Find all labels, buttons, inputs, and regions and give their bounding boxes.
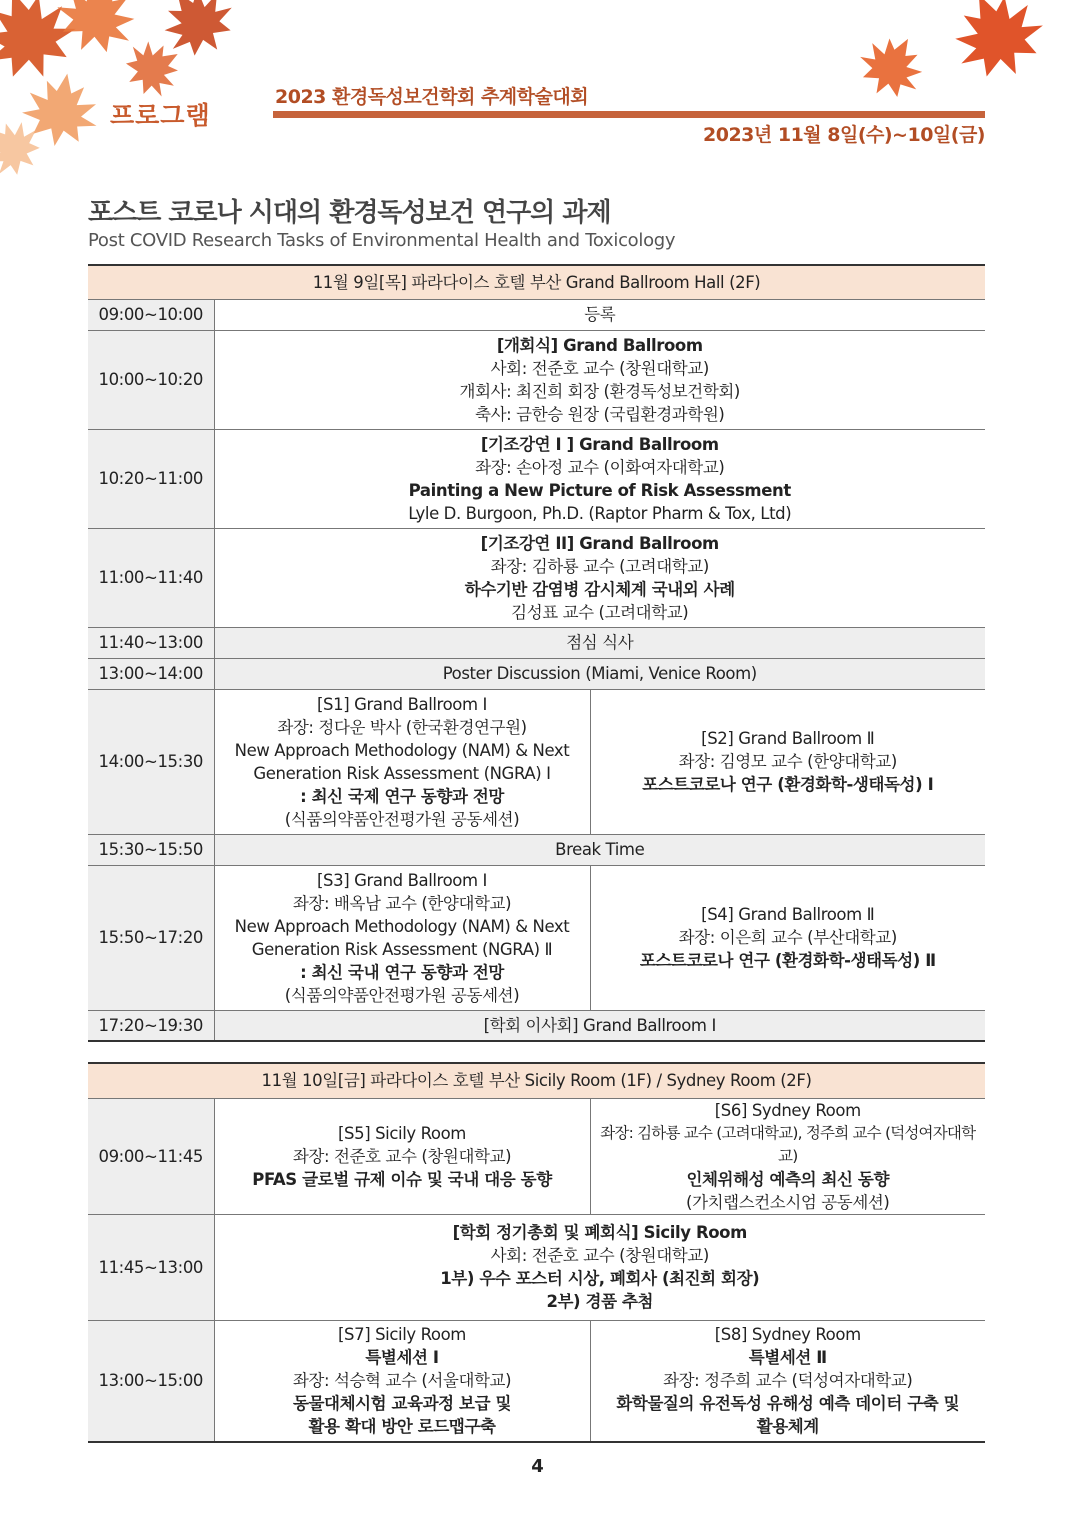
session-topic: : 최신 국제 연구 동향과 전망 <box>300 786 504 806</box>
session-title: [기조강연 II] Grand Ballroom <box>480 533 719 553</box>
session-cell-right <box>590 865 985 1010</box>
session-subtitle: 특별세션 Ⅱ <box>748 1348 827 1368</box>
session-cell <box>214 658 985 689</box>
table-row <box>88 1320 985 1442</box>
day1-schedule-table <box>88 264 985 1042</box>
session-topic: PFAS 글로벌 규제 이슈 및 국내 대응 동향 <box>252 1169 552 1189</box>
session-topic: 화학물질의 유전독성 유해성 예측 데이터 구축 및 <box>616 1394 960 1414</box>
session-cell <box>214 1010 985 1041</box>
session-subtitle: 특별세션 Ⅰ <box>365 1348 439 1368</box>
session-line: 좌장: 석승혁 교수 (서울대학교) <box>292 1371 512 1391</box>
session-cell <box>214 429 985 528</box>
speaker: Lyle D. Burgoon, Ph.D. (Raptor Pharm & Tox, Ltd) <box>408 503 792 523</box>
table-row <box>88 1010 985 1041</box>
session-line: Break Time <box>555 840 645 859</box>
session-line: New Approach Methodology (NAM) & Next <box>234 916 570 936</box>
talk-title: 하수기반 감염병 감시체계 국내외 사례 <box>464 579 735 599</box>
session-cell-left <box>214 1320 590 1442</box>
session-line: 점심 식사 <box>566 633 634 652</box>
session-line: Generation Risk Assessment (NGRA) Ⅰ <box>253 763 551 783</box>
session-topic: 동물대체시험 교육과정 보급 및 <box>292 1394 512 1414</box>
time-slot: 11:40~13:00 <box>88 627 214 658</box>
session-line: 좌장: 김하룡 교수 (고려대학교), 정주희 교수 (덕성여자대학교) <box>600 1123 976 1165</box>
session-title: [학회 정기총회 및 폐회식] Sicily Room <box>452 1223 747 1242</box>
session-cell <box>214 299 985 330</box>
session-line: 좌장: 전준호 교수 (창원대학교) <box>292 1146 512 1166</box>
session-line: Poster Discussion (Miami, Venice Room) <box>442 664 757 683</box>
time-slot: 09:00~11:45 <box>88 1098 214 1214</box>
session-title: [S2] Grand Ballroom Ⅱ <box>701 729 875 748</box>
session-line: (가치랩스컨소시엄 공동세션) <box>686 1192 890 1212</box>
session-cell <box>214 834 985 865</box>
time-slot: 09:00~10:00 <box>88 299 214 330</box>
table-row <box>88 528 985 627</box>
session-line: 개회사: 최진희 회장 (환경독성보건학회) <box>459 381 740 401</box>
time-slot: 15:30~15:50 <box>88 834 214 865</box>
time-slot: 13:00~15:00 <box>88 1320 214 1442</box>
session-line: 1부) 우수 포스터 시상, 폐회사 (최진희 회장) <box>440 1269 760 1288</box>
table-row <box>88 330 985 429</box>
session-cell-left <box>214 865 590 1010</box>
session-line: 좌장: 손아정 교수 (이화여자대학교) <box>475 457 725 477</box>
table-row <box>88 299 985 330</box>
session-cell-right <box>590 689 985 834</box>
table-row <box>88 627 985 658</box>
time-slot: 13:00~14:00 <box>88 658 214 689</box>
session-cell-right <box>590 1320 985 1442</box>
session-line: 2부) 경품 추첨 <box>546 1292 654 1311</box>
session-line: 좌장: 정다운 박사 (한국환경연구원) <box>277 717 527 737</box>
table-row <box>88 429 985 528</box>
day2-header: 11월 10일[금] 파라다이스 호텔 부산 Sicily Room (1F) / Sydney Room (2F) <box>88 1063 985 1098</box>
session-line: (식품의약품안전평가원 공동세션) <box>284 809 520 829</box>
session-topic: 활용 확대 방안 로드맵구축 <box>308 1417 496 1437</box>
day2-schedule-table <box>88 1062 985 1443</box>
session-topic: : 최신 국내 연구 동향과 전망 <box>300 962 504 982</box>
session-cell-right <box>590 1098 985 1214</box>
talk-title: Painting a New Picture of Risk Assessment <box>408 480 791 500</box>
session-cell <box>214 627 985 658</box>
session-topic: 활용체계 <box>756 1417 819 1437</box>
table-row <box>88 1098 985 1214</box>
session-line: Generation Risk Assessment (NGRA) Ⅱ <box>251 939 553 959</box>
conference-dates: 2023년 11월 8일(수)~10일(금) <box>703 124 985 146</box>
theme-title-english: Post COVID Research Tasks of Environmental Health and Toxicology <box>88 230 676 251</box>
session-line: 좌장: 배옥남 교수 (한양대학교) <box>292 893 512 913</box>
session-line: 축사: 금한승 원장 (국립환경과학원) <box>475 404 725 424</box>
session-topic: 포스트코로나 연구 (환경화학-생태독성) Ⅰ <box>642 775 934 794</box>
table-row <box>88 865 985 1010</box>
time-slot: 14:00~15:30 <box>88 689 214 834</box>
time-slot: 10:20~11:00 <box>88 429 214 528</box>
section-label: 프로그램 <box>110 101 211 130</box>
time-slot: 15:50~17:20 <box>88 865 214 1010</box>
session-title: [S6] Sydney Room <box>714 1100 861 1120</box>
session-title: [S7] Sicily Room <box>338 1325 466 1345</box>
speaker: 김성표 교수 (고려대학교) <box>511 602 689 622</box>
session-title: [기조강연 I ] Grand Ballroom <box>480 434 719 454</box>
session-title: [S8] Sydney Room <box>714 1325 861 1345</box>
session-cell <box>214 528 985 627</box>
session-line: (식품의약품안전평가원 공동세션) <box>284 985 520 1005</box>
session-line: [학회 이사회] Grand Ballroom Ⅰ <box>483 1015 716 1035</box>
session-topic: 인체위해성 예측의 최신 동향 <box>686 1169 889 1189</box>
session-cell-left <box>214 1098 590 1214</box>
table-row <box>88 834 985 865</box>
session-topic: 포스트코로나 연구 (환경화학-생태독성) Ⅱ <box>639 951 936 970</box>
session-cell <box>214 1214 985 1320</box>
session-cell <box>214 330 985 429</box>
session-line: 좌장: 정주희 교수 (덕성여자대학교) <box>663 1371 913 1391</box>
table-row <box>88 689 985 834</box>
session-line: 사회: 전준호 교수 (창원대학교) <box>490 1246 709 1265</box>
session-line: 좌장: 김하룡 교수 (고려대학교) <box>490 556 709 576</box>
time-slot: 11:00~11:40 <box>88 528 214 627</box>
time-slot: 11:45~13:00 <box>88 1214 214 1320</box>
table-header-row <box>88 265 985 299</box>
session-title: [S4] Grand Ballroom Ⅱ <box>701 905 875 924</box>
table-row <box>88 658 985 689</box>
maple-leaves-decoration-right <box>840 0 1075 120</box>
time-slot: 17:20~19:30 <box>88 1010 214 1041</box>
session-title: [S5] Sicily Room <box>338 1123 466 1143</box>
table-row <box>88 1214 985 1320</box>
conference-title: 2023 환경독성보건학회 추계학술대회 <box>275 86 589 108</box>
session-line: 등록 <box>584 305 616 324</box>
theme-title-korean: 포스트 코로나 시대의 환경독성보건 연구의 과제 <box>88 198 611 228</box>
session-line: New Approach Methodology (NAM) & Next <box>234 740 570 760</box>
session-title: [S3] Grand Ballroom Ⅰ <box>317 870 487 890</box>
session-cell-left <box>214 689 590 834</box>
session-line: 좌장: 김영모 교수 (한양대학교) <box>678 752 897 771</box>
session-line: 사회: 전준호 교수 (창원대학교) <box>490 358 709 378</box>
session-title: [개회식] Grand Ballroom <box>496 335 703 355</box>
session-line: 좌장: 이은희 교수 (부산대학교) <box>678 928 897 947</box>
title-rule <box>273 111 985 118</box>
table-header-row <box>88 1063 985 1098</box>
session-title: [S1] Grand Ballroom Ⅰ <box>317 694 487 714</box>
day1-header: 11월 9일[목] 파라다이스 호텔 부산 Grand Ballroom Hall (2F) <box>88 265 985 299</box>
time-slot: 10:00~10:20 <box>88 330 214 429</box>
page-number: 4 <box>531 1456 544 1477</box>
